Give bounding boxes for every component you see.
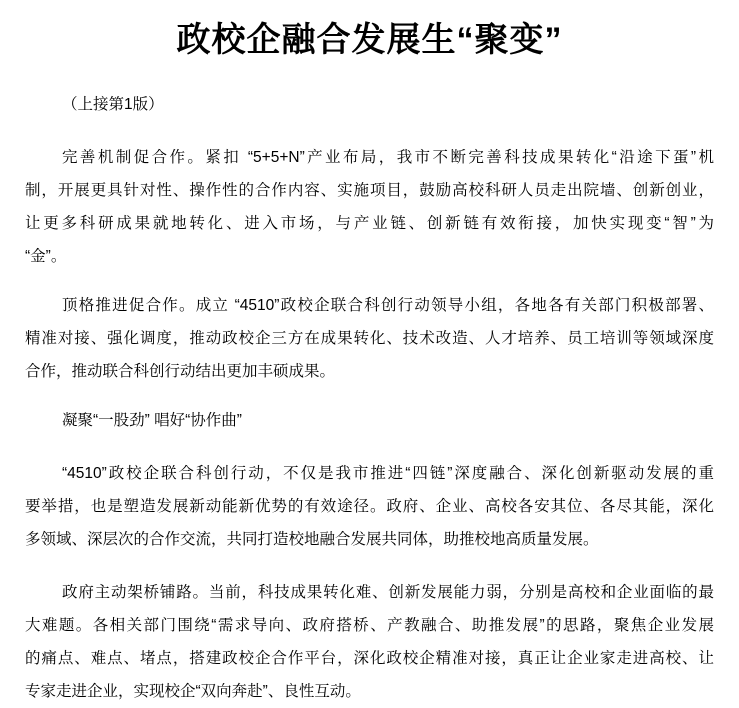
text-line: 让更多科研成果就地转化、进入市场，与产业链、创新链有效衔接，加快实现变“智”为 (25, 215, 714, 232)
text-line: 多领域、深层次的合作交流，共同打造校地融合发展共同体，助推校地高质量发展。 (25, 531, 599, 548)
text-line: 制，开展更具针对性、操作性的合作内容、实施项目，鼓励高校科研人员走出院墙、创新创业， (25, 182, 714, 199)
paragraph-3 (25, 457, 714, 556)
text-line: 政府主动架桥铺路。当前，科技成果转化难、创新发展能力弱，分别是高校和企业面临的最 (62, 584, 714, 601)
text-line: 专家走进企业，实现校企“双向奔赴”、良性互动。 (25, 683, 361, 700)
text-line: 的痛点、难点、堵点，搭建政校企合作平台，深化政校企精准对接，真正让企业家走进高校、让 (25, 650, 714, 667)
text-line: 要举措，也是塑造发展新动能新优势的有效途径。政府、企业、高校各安其位、各尽其能，深化 (25, 498, 714, 515)
text-line: 大难题。各相关部门围绕“需求导向、政府搭桥、产教融合、助推发展”的思路，聚焦企业发展 (25, 617, 714, 634)
text-line: 精准对接、强化调度，推动政校企三方在成果转化、技术改造、人才培养、员工培训等领域深度 (25, 330, 714, 347)
continuation-note: （上接第1版） (62, 96, 164, 113)
text-line: 合作，推动联合科创行动结出更加丰硕成果。 (25, 363, 336, 380)
paragraph-4 (25, 576, 714, 708)
text-line: 完善机制促合作。紧扣 “5+5+N”产业布局，我市不断完善科技成果转化“沿途下蛋”机 (62, 149, 714, 166)
text-line: “金”。 (25, 248, 67, 265)
text-line: 顶格推进促合作。成立 “4510”政校企联合科创行动领导小组，各地各有关部门积极部署、 (62, 297, 714, 314)
paragraph-1 (25, 141, 714, 273)
article-title: 政校企融合发展生“聚变” (176, 21, 563, 59)
text-line: “4510”政校企联合科创行动，不仅是我市推进“四链”深度融合、深化创新驱动发展的重 (62, 465, 714, 482)
section-subheading (25, 404, 714, 437)
paragraph-2 (25, 289, 714, 388)
subheading-text: 凝聚“一股劲” 唱好“协作曲” (62, 412, 242, 429)
